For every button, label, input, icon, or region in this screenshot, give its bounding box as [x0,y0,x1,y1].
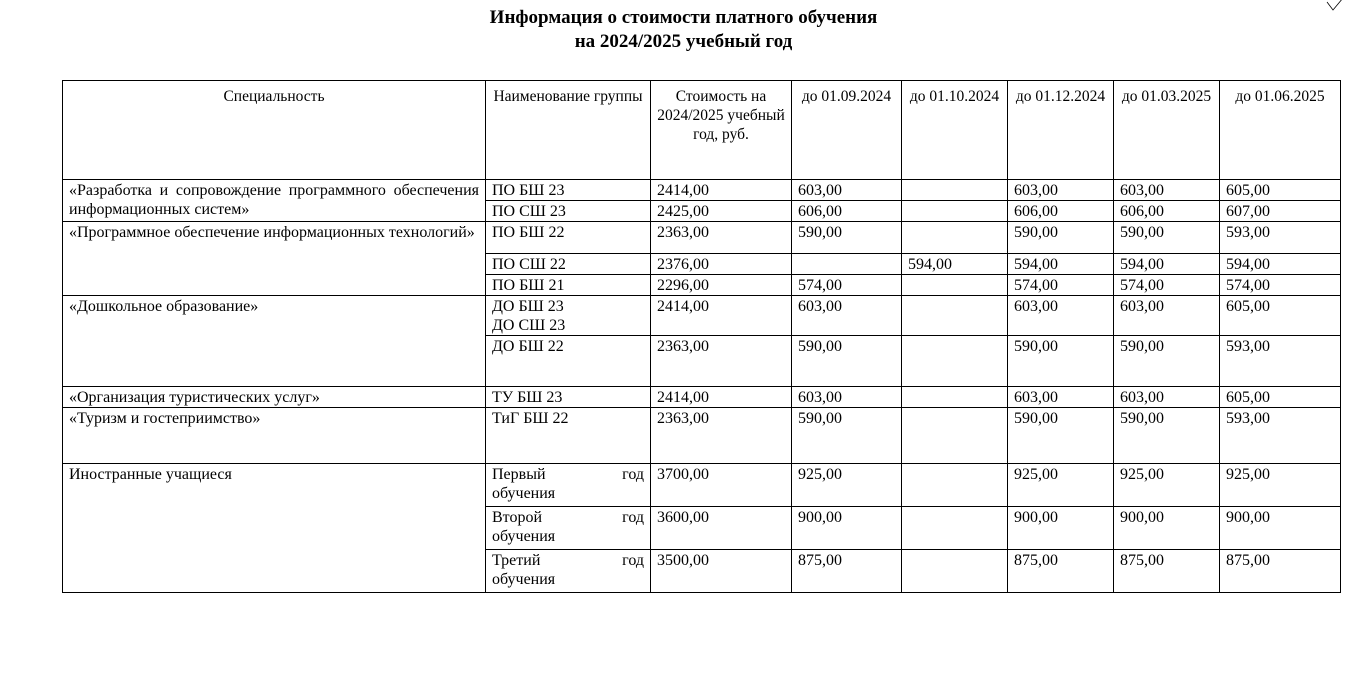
payment-cell: 605,00 [1220,296,1341,336]
payment-cell [902,507,1008,550]
header-date-2: до 01.10.2024 [902,81,1008,180]
payment-cell: 593,00 [1220,408,1341,464]
specialty-cell: «Разработка и сопровождение программного обеспечения информационных систем» [63,180,486,222]
payment-cell: 594,00 [1008,254,1114,275]
tuition-fee-table [62,80,1341,593]
payment-cell: 594,00 [1114,254,1220,275]
title-line-1: Информация о стоимости платного обучения [489,7,878,28]
payment-cell: 900,00 [1008,507,1114,550]
group-word: обучения [492,528,556,545]
table-row [63,296,1341,336]
payment-cell: 875,00 [1220,550,1341,593]
payment-cell: 574,00 [1220,275,1341,296]
payment-cell [902,387,1008,408]
cost-cell: 2363,00 [651,336,792,387]
payment-cell: 593,00 [1220,336,1341,387]
group-word: Второй [492,509,543,526]
payment-cell [792,254,902,275]
table-row [63,387,1341,408]
group-word: год [622,552,644,569]
payment-cell: 574,00 [1008,275,1114,296]
payment-cell: 593,00 [1220,222,1341,254]
payment-cell: 590,00 [1114,336,1220,387]
cost-cell: 2363,00 [651,222,792,254]
payment-cell: 875,00 [792,550,902,593]
header-date-3: до 01.12.2024 [1008,81,1114,180]
payment-cell [902,550,1008,593]
table-header-row [63,81,1341,180]
document-title [0,6,1367,54]
cost-cell: 2414,00 [651,180,792,201]
payment-cell: 925,00 [1220,464,1341,507]
group-cell [486,507,651,550]
cost-cell: 2376,00 [651,254,792,275]
payment-cell: 574,00 [792,275,902,296]
group-word: год [622,509,644,526]
group-cell: ТУ БШ 23 [486,387,651,408]
payment-cell [902,201,1008,222]
payment-cell: 590,00 [1114,408,1220,464]
payment-cell: 606,00 [1008,201,1114,222]
group-cell: ТиГ БШ 22 [486,408,651,464]
specialty-cell: Иностранные учащиеся [63,464,486,593]
payment-cell: 603,00 [1114,180,1220,201]
payment-cell: 603,00 [792,387,902,408]
group-word: обучения [492,571,556,588]
group-cell: ПО БШ 21 [486,275,651,296]
payment-cell: 590,00 [792,336,902,387]
group-word: Первый [492,466,546,483]
payment-cell: 900,00 [1220,507,1341,550]
payment-cell: 590,00 [792,222,902,254]
payment-cell: 900,00 [1114,507,1220,550]
payment-cell: 603,00 [792,180,902,201]
payment-cell: 603,00 [1008,180,1114,201]
group-cell: ПО СШ 23 [486,201,651,222]
group-cell: ПО БШ 22 [486,222,651,254]
payment-cell: 875,00 [1008,550,1114,593]
specialty-cell: «Программное обеспечение информационных технологий» [63,222,486,296]
payment-cell: 603,00 [792,296,902,336]
payment-cell [902,275,1008,296]
group-line: ДО СШ 23 [492,317,566,334]
payment-cell [902,336,1008,387]
payment-cell: 925,00 [792,464,902,507]
header-specialty: Специальность [63,81,486,180]
title-line-2: на 2024/2025 учебный год [574,31,793,52]
header-date-5: до 01.06.2025 [1220,81,1341,180]
specialty-cell: «Туризм и гостеприимство» [63,408,486,464]
cost-cell: 2363,00 [651,408,792,464]
payment-cell [902,296,1008,336]
header-date-1: до 01.09.2024 [792,81,902,180]
payment-cell: 925,00 [1114,464,1220,507]
cost-cell: 3600,00 [651,507,792,550]
group-cell: ДО БШ 22 [486,336,651,387]
cost-cell: 3500,00 [651,550,792,593]
header-group: Наименование группы [486,81,651,180]
corner-check-mark-icon [1323,0,1349,16]
payment-cell: 925,00 [1008,464,1114,507]
payment-cell: 590,00 [1008,222,1114,254]
cost-cell: 2414,00 [651,296,792,336]
payment-cell [902,464,1008,507]
payment-cell: 900,00 [792,507,902,550]
cost-cell: 2425,00 [651,201,792,222]
payment-cell: 875,00 [1114,550,1220,593]
payment-cell: 605,00 [1220,387,1341,408]
payment-cell: 606,00 [792,201,902,222]
payment-cell [902,408,1008,464]
payment-cell: 590,00 [1008,408,1114,464]
payment-cell: 603,00 [1114,387,1220,408]
group-cell: ПО БШ 23 [486,180,651,201]
payment-cell: 590,00 [1008,336,1114,387]
header-date-4: до 01.03.2025 [1114,81,1220,180]
header-cost: Стоимость на 2024/2025 учебный год, руб. [651,81,792,180]
payment-cell: 606,00 [1114,201,1220,222]
cost-cell: 2296,00 [651,275,792,296]
table-row [63,222,1341,254]
group-word: Третий [492,552,541,569]
payment-cell: 607,00 [1220,201,1341,222]
specialty-cell: «Дошкольное образование» [63,296,486,387]
payment-cell [902,180,1008,201]
payment-cell: 605,00 [1220,180,1341,201]
group-cell [486,550,651,593]
group-cell: ПО СШ 22 [486,254,651,275]
group-cell [486,296,651,336]
payment-cell: 603,00 [1008,387,1114,408]
payment-cell: 603,00 [1114,296,1220,336]
table-row [63,180,1341,201]
payment-cell: 594,00 [902,254,1008,275]
table-row [63,464,1341,507]
payment-cell: 603,00 [1008,296,1114,336]
payment-cell [902,222,1008,254]
cost-cell: 3700,00 [651,464,792,507]
group-word: обучения [492,485,556,502]
group-word: год [622,466,644,483]
group-cell [486,464,651,507]
specialty-cell: «Организация туристических услуг» [63,387,486,408]
group-line: ДО БШ 23 [492,298,564,315]
payment-cell: 590,00 [1114,222,1220,254]
table-row [63,408,1341,464]
cost-cell: 2414,00 [651,387,792,408]
payment-cell: 574,00 [1114,275,1220,296]
payment-cell: 594,00 [1220,254,1341,275]
payment-cell: 590,00 [792,408,902,464]
